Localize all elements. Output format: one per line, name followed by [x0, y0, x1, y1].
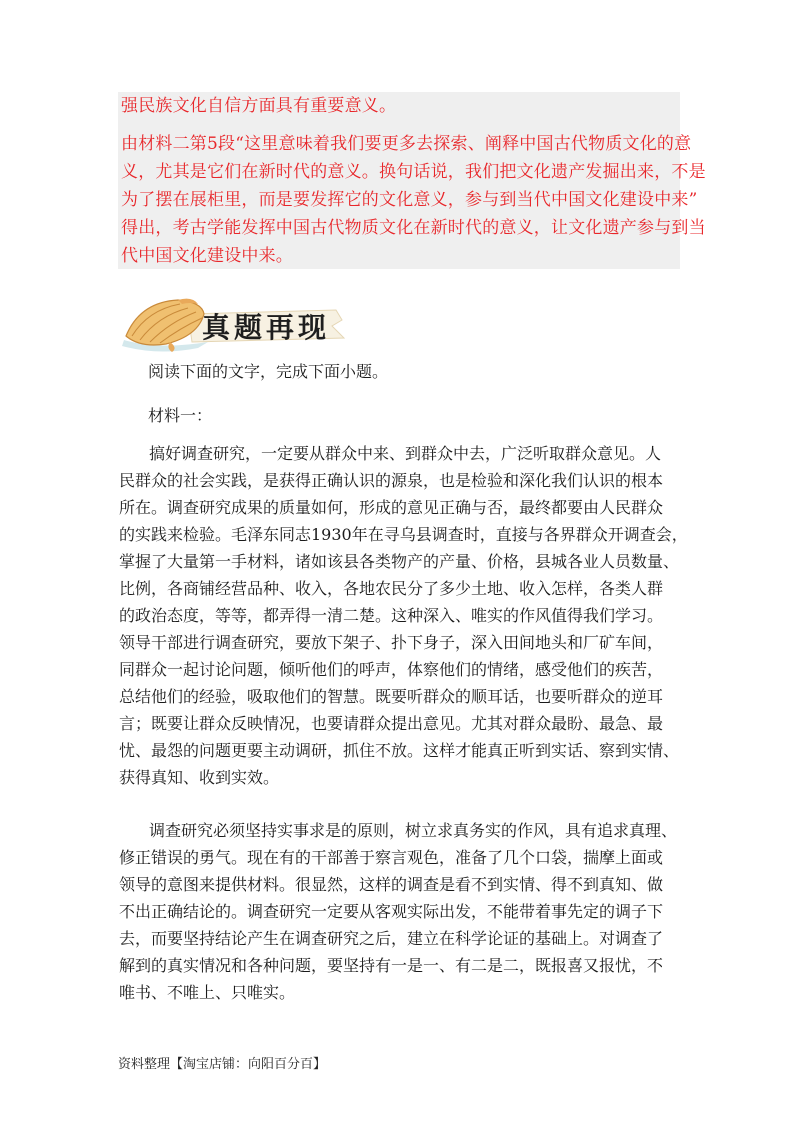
text-line: 忧、最怨的问题更要主动调研，抓住不放。这样才能真正听到实话、察到实情、: [119, 741, 680, 760]
paragraph-2: [119, 817, 679, 1006]
text-line: 言；既要让群众反映情况，也要请群众提出意见。尤其对群众最盼、最急、最: [119, 714, 664, 733]
text-line: 的实践来检验。毛泽东同志1930年在寻乌县调查时，直接与各界群众开调查会，: [119, 525, 688, 544]
text-line: 的政治态度，等等，都弄得一清二楚。这种深入、唯实的作风值得我们学习。: [119, 606, 664, 625]
text-line: 去，而要坚持结论产生在调查研究之后，建立在科学论证的基础上。对调查了: [119, 929, 664, 948]
text-line: 领导干部进行调查研究，要放下架子、扑下身子，深入田间地头和厂矿车间，: [119, 633, 664, 652]
text-line: 领导的意图来提供材料。很显然，这样的调查是看不到实情、得不到真知、做: [119, 875, 664, 894]
text-line: 同群众一起讨论问题，倾听他们的呼声，体察他们的情绪，感受他们的疾苦，: [119, 660, 664, 679]
answer-line: 代中国文化建设中来。: [121, 246, 293, 266]
answer-line: 强民族文化自信方面具有重要意义。: [121, 96, 397, 116]
footer-source: 资料整理【淘宝店铺：向阳百分百】: [118, 1057, 327, 1072]
text-line: 掌握了大量第一手材料，诸如该县各类物产的产量、价格，县城各业人员数量、: [119, 552, 680, 571]
text-line: 调查研究必须坚持实事求是的原则，树立求真务实的作风，具有追求真理、: [149, 821, 678, 840]
banner-title: 真题再现: [202, 311, 331, 344]
answer-line: 为了摆在展柜里，而是要发挥它的文化意义，参与到当代中国文化建设中来”: [121, 190, 698, 210]
text-line: 唯书、不唯上、只唯实。: [119, 983, 296, 1002]
text-line: 所在。调查研究成果的质量如何，形成的意见正确与否，最终都要由人民群众: [119, 498, 664, 517]
text-line: 搞好调查研究，一定要从群众中来、到群众中去，广泛听取群众意见。人: [149, 444, 662, 463]
answer-box: [118, 92, 706, 269]
section-banner: [118, 296, 350, 356]
text-line: 民群众的社会实践，是获得正确认识的源泉，也是检验和深化我们认识的根本: [119, 471, 664, 490]
text-line: 获得真知、收到实效。: [119, 768, 280, 787]
text-line: 解到的真实情况和各种问题，要坚持有一是一、有二是二，既报喜又报忧，不: [119, 956, 664, 975]
instruction-text: 阅读下面的文字，完成下面小题。: [148, 362, 389, 381]
answer-line: 得出，考古学能发挥中国古代物质文化在新时代的意义，让文化遗产参与到当: [121, 218, 706, 238]
text-line: 修正错误的勇气。现在有的干部善于察言观色，准备了几个口袋，揣摩上面或: [119, 848, 664, 867]
text-line: 总结他们的经验，吸取他们的智慧。既要听群众的顺耳话，也要听群众的逆耳: [119, 687, 664, 706]
material-label: 材料一：: [148, 406, 213, 425]
answer-line: 义，尤其是它们在新时代的意义。换句话说，我们把文化遗产发掘出来，不是: [121, 162, 706, 182]
answer-line: 由材料二第5段“这里意味着我们要更多去探索、阐释中国古代物质文化的意: [121, 134, 692, 154]
paragraph-1: [119, 440, 688, 791]
text-line: 不出正确结论的。调查研究一定要从客观实际出发，不能带着事先定的调子下: [119, 902, 664, 921]
text-line: 比例，各商铺经营品种、收入，各地农民分了多少土地、收入怎样，各类人群: [119, 579, 664, 598]
